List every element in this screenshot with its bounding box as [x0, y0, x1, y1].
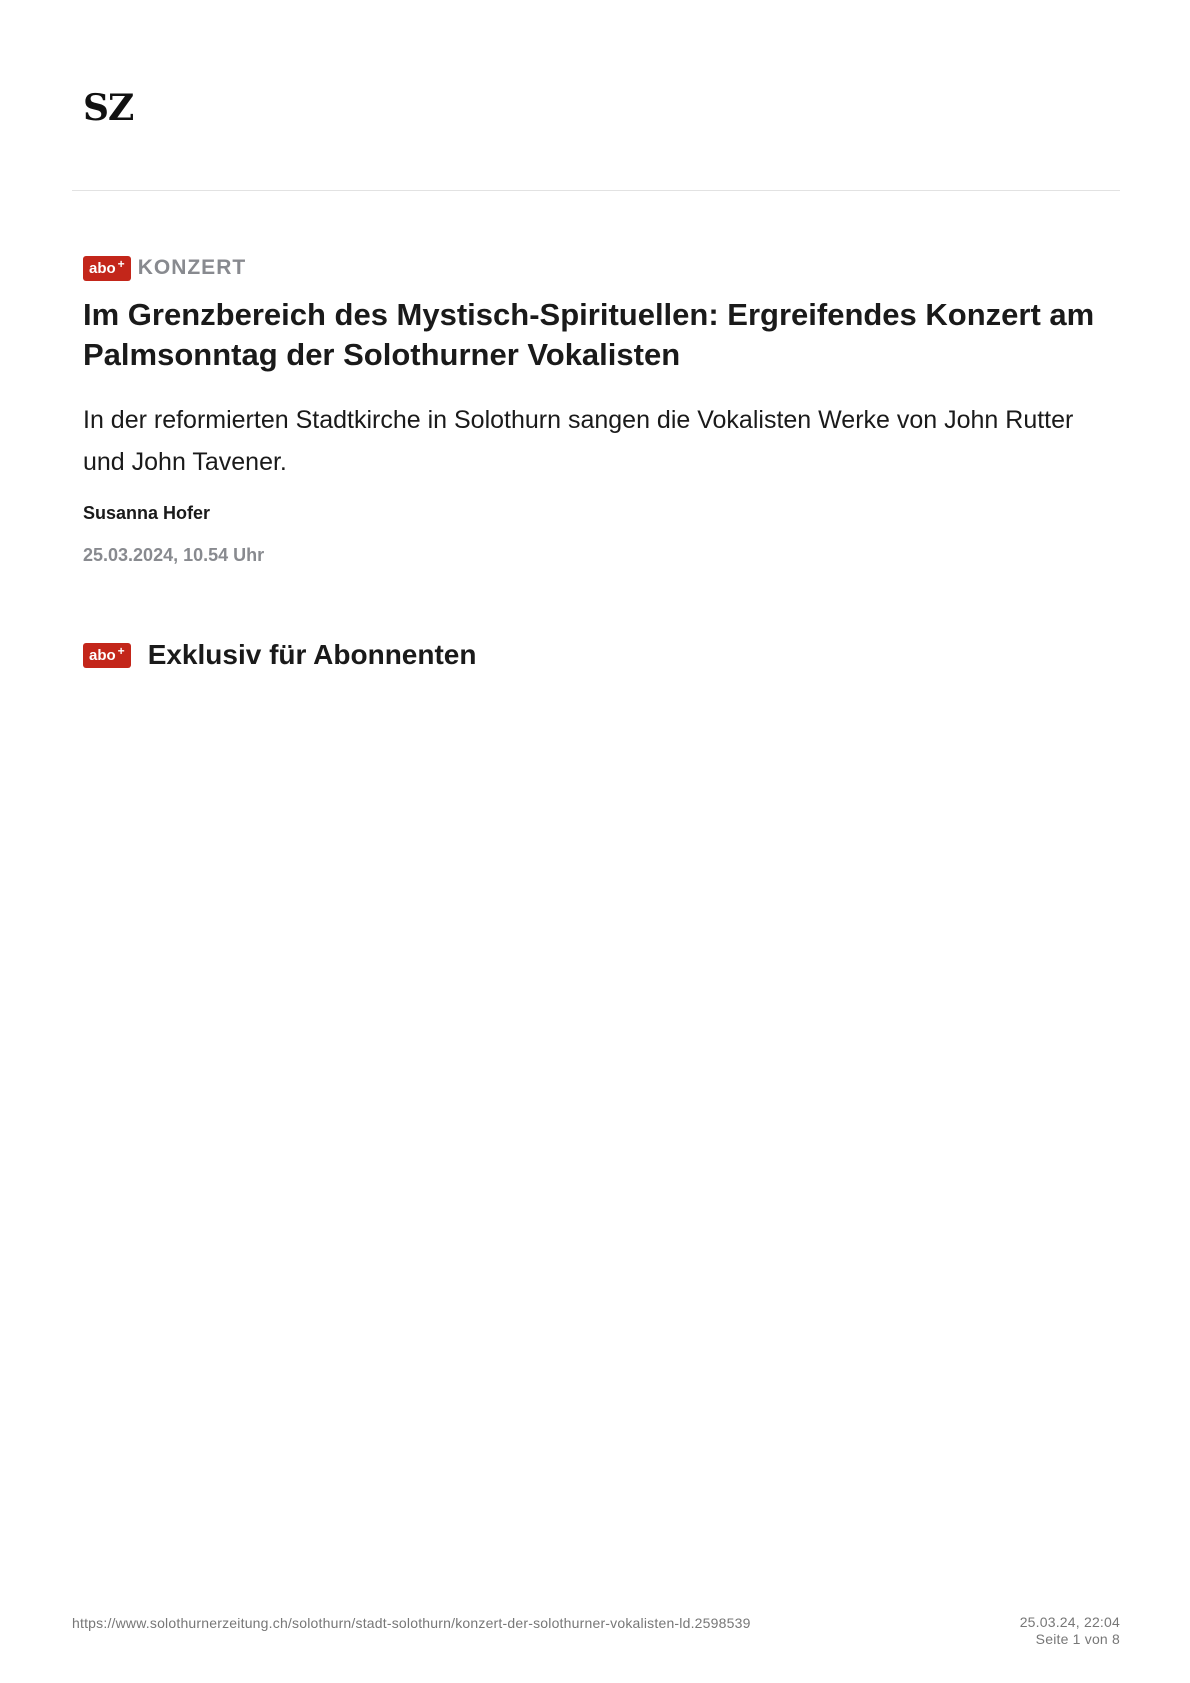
site-logo[interactable]: SZ [83, 87, 134, 129]
footer-page-indicator: Seite 1 von 8 [1035, 1631, 1120, 1647]
article-kicker [83, 255, 246, 281]
abo-badge-label: abo [89, 259, 116, 277]
abo-plus-badge [83, 256, 131, 281]
article-author[interactable]: Susanna Hofer [83, 503, 211, 523]
paywall-label: Exklusiv für Abonnenten [147, 639, 477, 670]
abo-badge-label: abo [89, 646, 116, 664]
article-headline: Im Grenzbereich des Mystisch-Spirituellen: Ergreifendes Konzert am Palmsonntag der Solothurner Vokalisten [83, 297, 1095, 372]
article-date: 25.03.2024, 10.54 Uhr [83, 545, 265, 565]
footer-url: https://www.solothurnerzeitung.ch/solothurn/stadt-solothurn/konzert-der-solothurner-vokalisten-ld.2598539 [72, 1615, 751, 1631]
footer-page-info [1020, 1614, 1120, 1648]
header-divider [72, 190, 1120, 191]
kicker-label: KONZERT [137, 256, 247, 279]
abo-plus-badge [83, 643, 131, 668]
abo-badge-plus: + [117, 643, 125, 658]
abo-badge-plus: + [117, 256, 125, 271]
footer-print-datetime: 25.03.24, 22:04 [1019, 1614, 1120, 1630]
paywall-notice [83, 638, 476, 672]
article-lead: In der reformierten Stadtkirche in Solothurn sangen die Vokalisten Werke von John Rutter und John Tavener. [83, 406, 1074, 476]
